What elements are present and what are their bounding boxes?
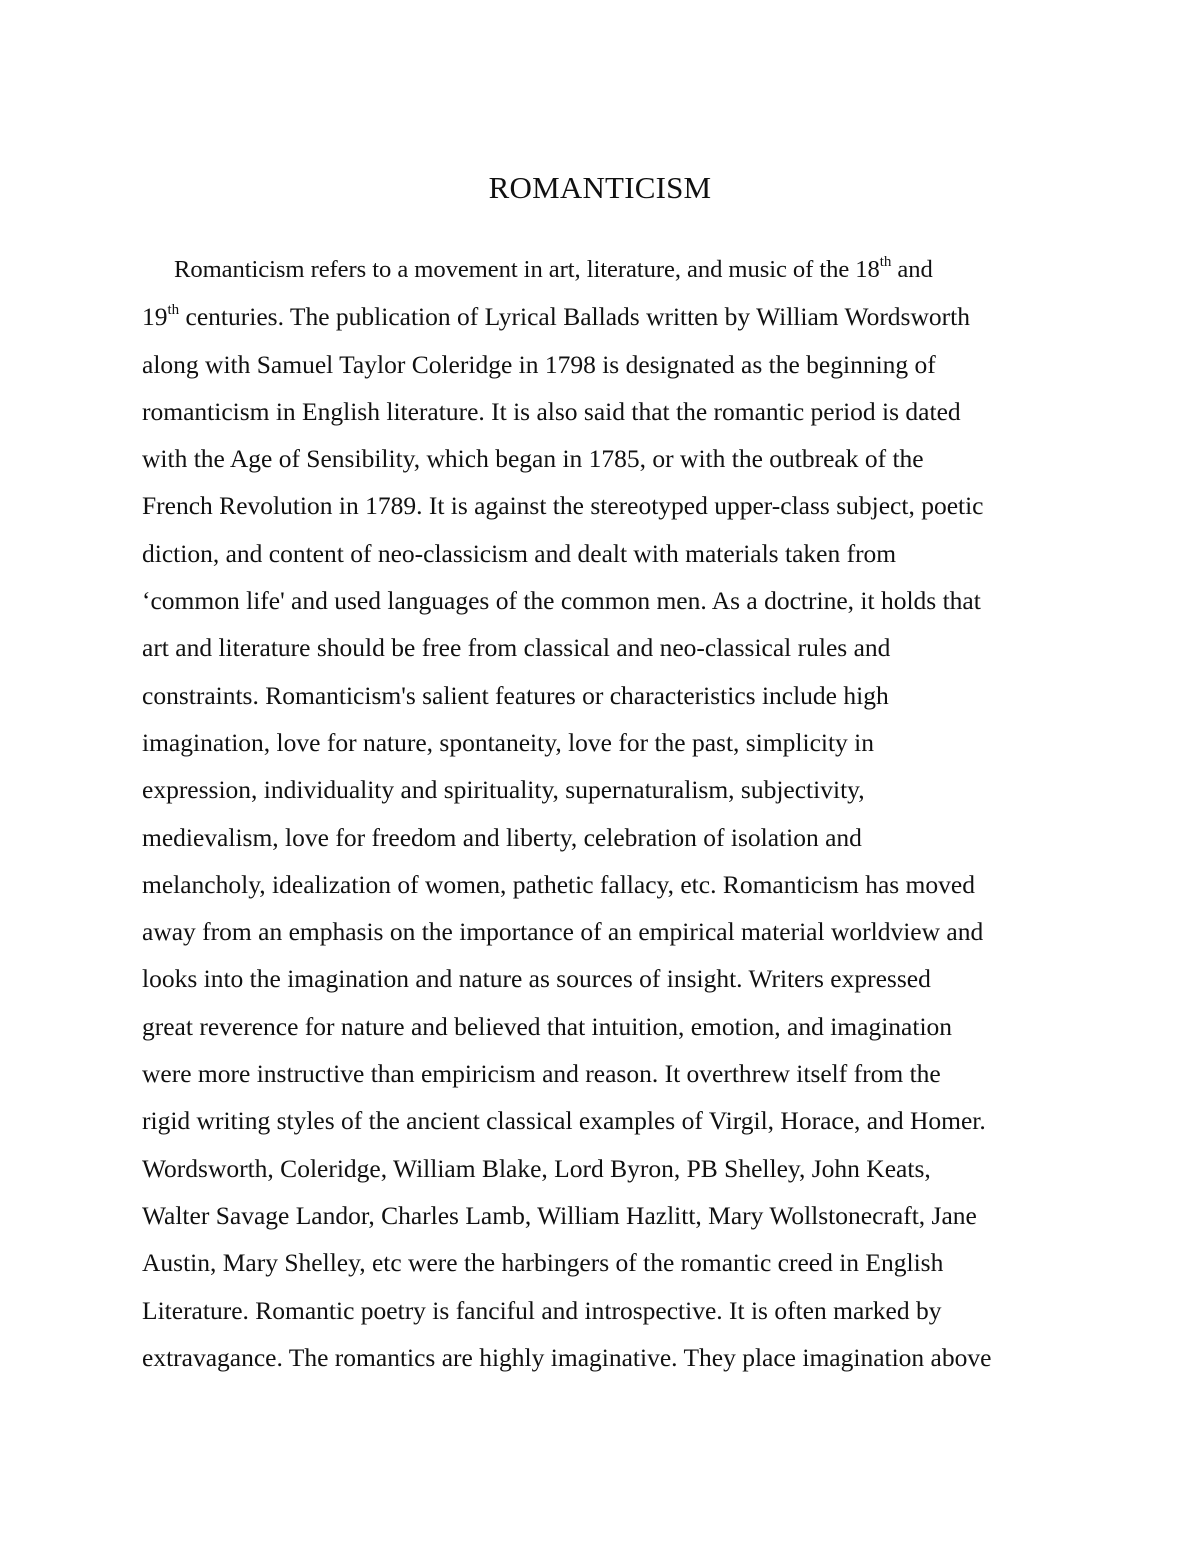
superscript: th (879, 253, 892, 270)
paragraph-line: medievalism, love for freedom and liberty, celebration of isolation and (142, 822, 862, 852)
superscript: th (167, 301, 180, 318)
paragraph-line: art and literature should be free from classical and neo-classical rules and (142, 633, 891, 663)
paragraph-line: imagination, love for nature, spontaneity, love for the past, simplicity in (142, 727, 875, 757)
paragraph-line: Austin, Mary Shelley, etc were the harbingers of the romantic creed in English (142, 1248, 944, 1278)
paragraph-line: Wordsworth, Coleridge, William Blake, Lord Byron, PB Shelley, John Keats, (142, 1153, 931, 1183)
paragraph-line: Literature. Romantic poetry is fanciful and introspective. It is often marked by (142, 1295, 942, 1325)
paragraph-line: diction, and content of neo-classicism and dealt with materials taken from (142, 538, 897, 568)
paragraph-line: constraints. Romanticism's salient features or characteristics include high (142, 680, 889, 710)
paragraph-line: rigid writing styles of the ancient classical examples of Virgil, Horace, and Homer. (142, 1106, 986, 1136)
paragraph-line: French Revolution in 1789. It is against the stereotyped upper-class subject, poetic (142, 491, 984, 521)
paragraph-line: were more instructive than empiricism and reason. It overthrew itself from the (142, 1059, 941, 1089)
paragraph-line: great reverence for nature and believed that intuition, emotion, and imagination (142, 1011, 953, 1041)
paragraph-line: along with Samuel Taylor Coleridge in 1798 is designated as the beginning of (142, 349, 936, 379)
document-title: ROMANTICISM (488, 170, 712, 205)
paragraph-line: melancholy, idealization of women, pathetic fallacy, etc. Romanticism has moved (142, 869, 975, 899)
paragraph-line: away from an emphasis on the importance of an empirical material worldview and (142, 917, 984, 947)
paragraph-line: 19th centuries. The publication of Lyrical Ballads written by William Wordsworth (142, 301, 970, 332)
paragraph-line: expression, individuality and spirituality, supernaturalism, subjectivity, (142, 775, 865, 805)
paragraph-line: extravagance. The romantics are highly imaginative. They place imagination above (142, 1342, 992, 1372)
paragraph-line: ‘common life' and used languages of the common men. As a doctrine, it holds that (142, 586, 981, 616)
paragraph-line: with the Age of Sensibility, which began in 1785, or with the outbreak of the (142, 444, 924, 474)
paragraph-line: Walter Savage Landor, Charles Lamb, William Hazlitt, Mary Wollstonecraft, Jane (142, 1200, 977, 1230)
body-paragraph (142, 246, 1072, 1381)
paragraph-line: romanticism in English literature. It is also said that the romantic period is dated (142, 396, 961, 426)
paragraph-line: looks into the imagination and nature as sources of insight. Writers expressed (142, 964, 931, 994)
paragraph-line: Romanticism refers to a movement in art, literature, and music of the 18th and (174, 253, 933, 283)
